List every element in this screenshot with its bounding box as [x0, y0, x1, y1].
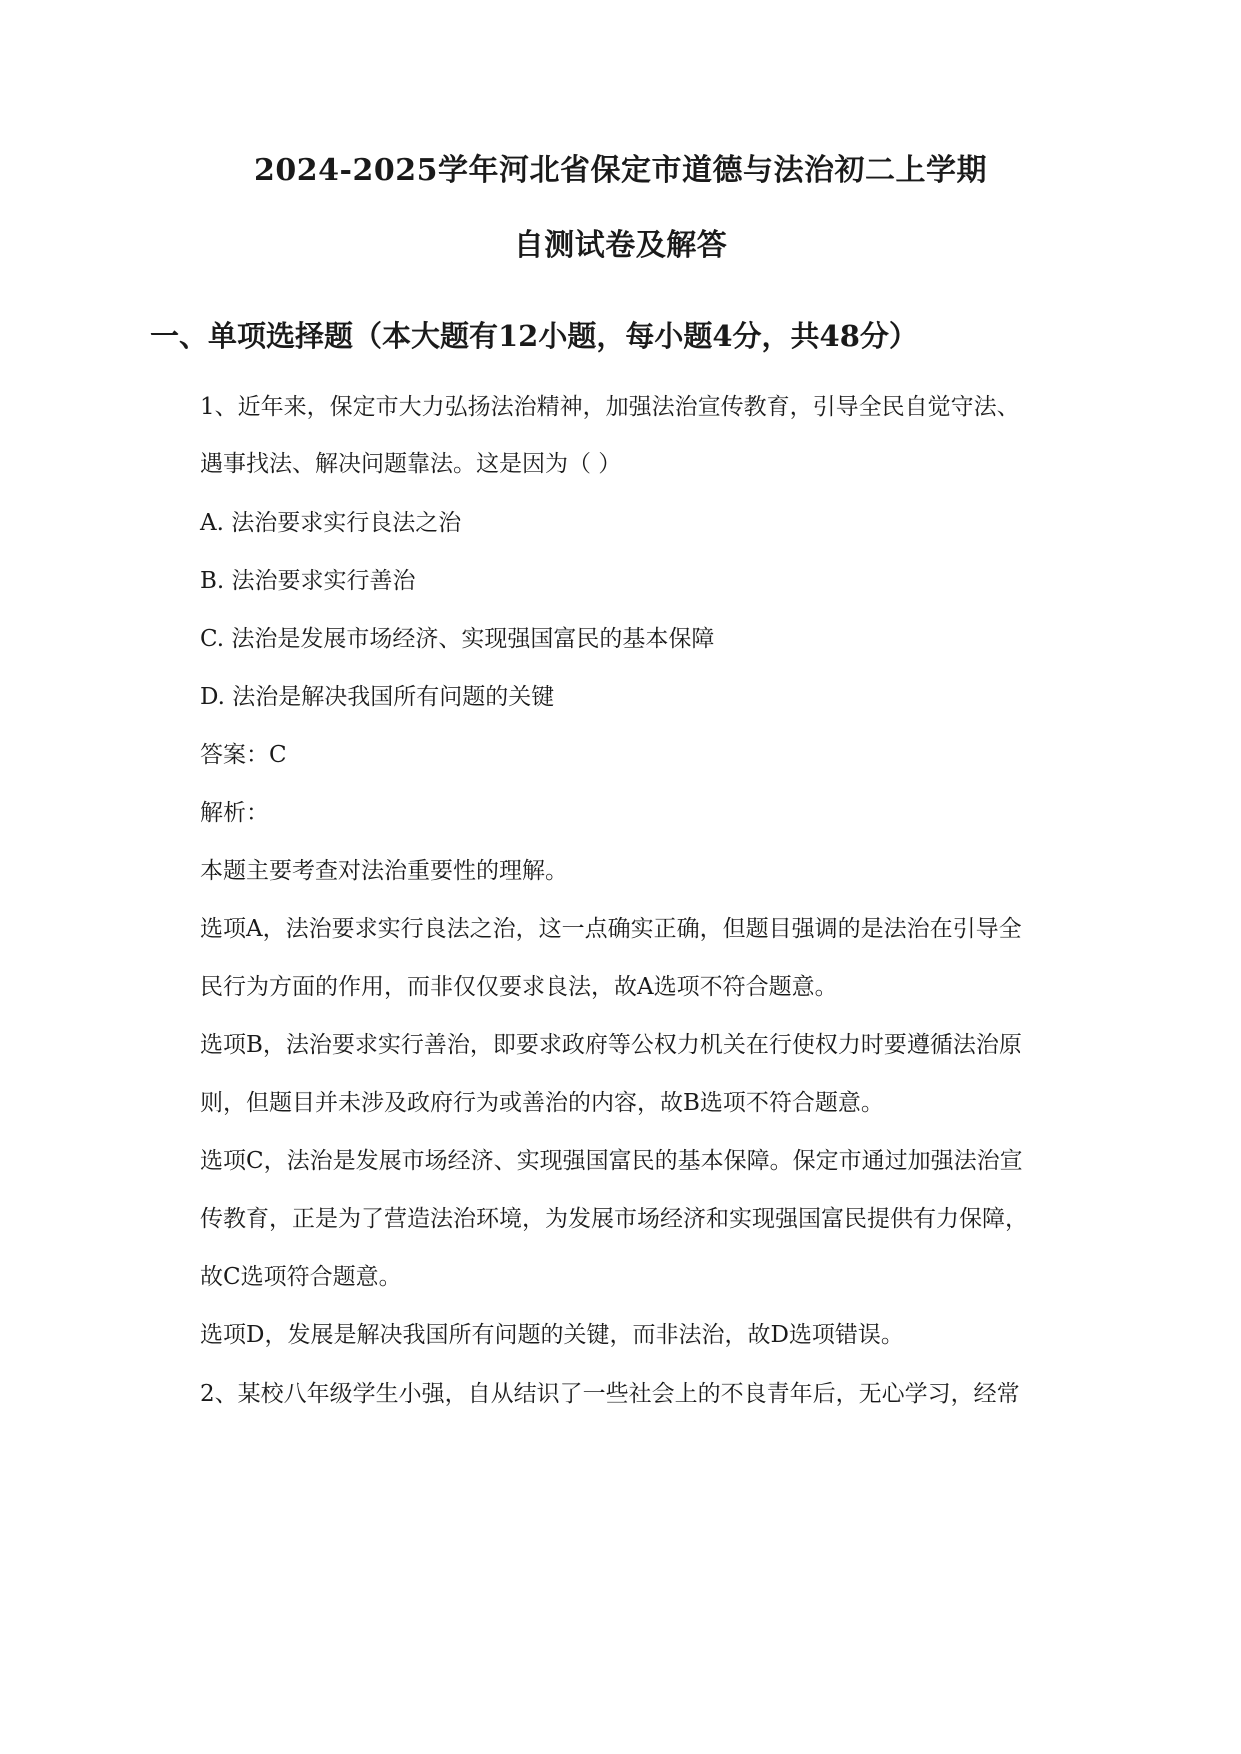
question-1-analysis-intro: 本题主要考查对法治重要性的理解。 — [200, 858, 568, 884]
question-1-analysis-b-line-1: 选项B，法治要求实行善治，即要求政府等公权力机关在行使权力时要遵循法治原 — [200, 1032, 1022, 1058]
document-title-line-2: 自测试卷及解答 — [513, 228, 728, 263]
question-1-answer: 答案：C — [200, 742, 287, 768]
question-1-option-d: D. 法治是解决我国所有问题的关键 — [200, 684, 555, 710]
question-1-analysis-a-line-1: 选项A，法治要求实行良法之治，这一点确实正确，但题目强调的是法治在引导全 — [200, 916, 1022, 942]
section-heading: 一、单项选择题（本大题有12小题，每小题4分，共48分） — [150, 319, 918, 353]
question-1-option-b: B. 法治要求实行善治 — [200, 568, 416, 594]
question-1-analysis-b-line-2: 则，但题目并未涉及政府行为或善治的内容，故B选项不符合题意。 — [200, 1090, 884, 1116]
question-1-analysis-a-line-2: 民行为方面的作用，而非仅仅要求良法，故A选项不符合题意。 — [200, 974, 838, 1000]
question-1-stem-line-1: 1、近年来，保定市大力弘扬法治精神，加强法治宣传教育，引导全民自觉守法、 — [200, 394, 1020, 420]
question-1-analysis-d: 选项D，发展是解决我国所有问题的关键，而非法治，故D选项错误。 — [200, 1322, 904, 1348]
question-1-analysis-c-line-2: 传教育，正是为了营造法治环境，为发展市场经济和实现强国富民提供有力保障， — [200, 1206, 1028, 1232]
document-title-line-1: 2024-2025学年河北省保定市道德与法治初二上学期 — [254, 153, 987, 188]
question-1-analysis-label: 解析： — [200, 800, 269, 826]
question-1-analysis-c-line-3: 故C选项符合题意。 — [200, 1264, 402, 1290]
question-1-analysis-c-line-1: 选项C，法治是发展市场经济、实现强国富民的基本保障。保定市通过加强法治宣 — [200, 1148, 1023, 1174]
question-1-option-a: A. 法治要求实行良法之治 — [200, 510, 462, 536]
question-2-stem-line-1: 2、某校八年级学生小强，自从结识了一些社会上的不良青年后，无心学习，经常 — [200, 1381, 1020, 1407]
question-1-stem-line-2: 遇事找法、解决问题靠法。这是因为（ ） — [200, 451, 622, 477]
question-1-option-c: C. 法治是发展市场经济、实现强国富民的基本保障 — [200, 626, 715, 652]
